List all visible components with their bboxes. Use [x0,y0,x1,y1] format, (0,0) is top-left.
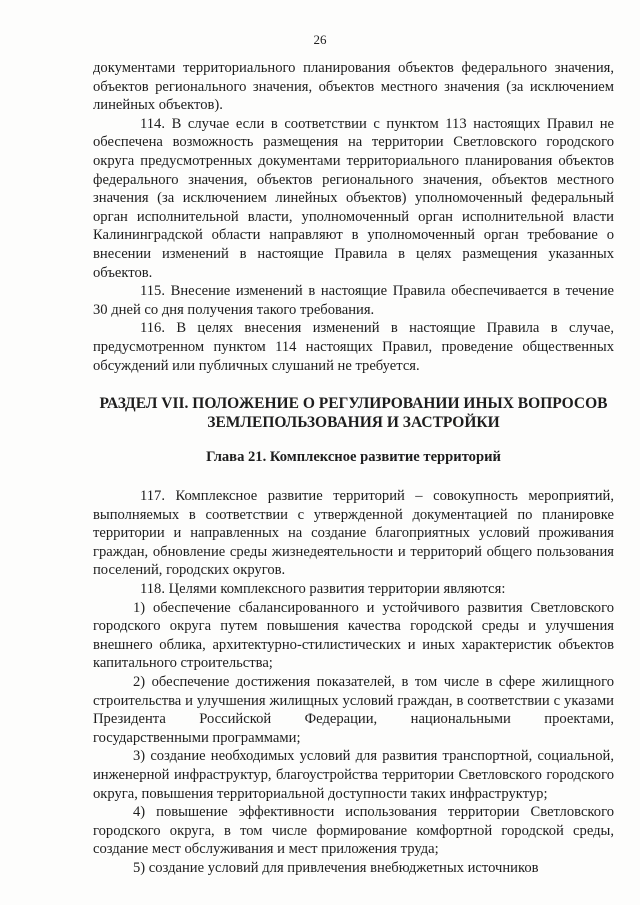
paragraph-118: 118. Целями комплексного развития территории являются: [140,581,506,598]
chapter-title: Глава 21. Комплексное развитие территорий [206,449,501,466]
spacer [93,467,614,487]
list-item-2: 2) обеспечение достижения показателей, в том числе в сфере жилищного строительства и улучшения жилищных условий граждан, в соответствии с указами Президента Российской Федерации, национальными проектами, государственными программами; [93,674,614,746]
section-title-line-2: ЗЕМЛЕПОЛЬЗОВАНИЯ И ЗАСТРОЙКИ [207,414,500,432]
document-body [93,59,614,878]
list-item-4: 4) повышение эффективности использования территории Светловского городского округа, в том числе формирование комфортной городской среды, создание мест обслуживания и мест приложения труда; [93,804,614,858]
page-number: 26 [313,32,327,47]
list-item-1: 1) обеспечение сбалансированного и устойчивого развития Светловского городского округа путем повышения качества городской среды и улучшения внешнего облика, архитектурно-стилистических и иных характеристик объектов капитального строительства; [93,599,614,672]
paragraph-114: 114. В случае если в соответствии с пунктом 113 настоящих Правил не обеспечена возможность размещения на территории Светловского городского округа предусмотренных документами территориального планирования объектов федерального значения, объектов регионального значения, объектов местного значения (за исключением линейных объектов) уполномоченный федеральный орган исполнительной власти, уполномоченный орган исполнительной власти Калининградской области направляют в уполномоченный орган требование о внесении изменений в настоящие Правила в целях размещения указанных объектов. [93,115,614,281]
list-item-5: 5) создание условий для привлечения внебюджетных источников [133,859,539,876]
paragraph-115: 115. Внесение изменений в настоящие Правила обеспечивается в течение 30 дней со дня получения такого требования. [93,283,614,318]
paragraph-continuation: документами территориального планирования объектов федерального значения, объектов регионального значения, объектов местного значения (за исключением линейных объектов). [93,60,614,114]
paragraph-117: 117. Комплексное развитие территорий – совокупность мероприятий, выполняемых в соответствии с утвержденной документацией по планировке территории и направленных на создание благоприятных условий проживания граждан, обновление среды жизнедеятельности и территорий общего пользования поселений, городских округов. [93,488,614,579]
section-title-line-1: РАЗДЕЛ VII. ПОЛОЖЕНИЕ О РЕГУЛИРОВАНИИ ИНЫХ ВОПРОСОВ [99,395,608,413]
paragraph-116: 116. В целях внесения изменений в настоящие Правила в случае, предусмотренном пунктом 114 настоящих Правил, проведение общественных обсуждений или публичных слушаний не требуется. [93,320,614,374]
list-item-3: 3) создание необходимых условий для развития транспортной, социальной, инженерной инфраструктур, благоустройства территории Светловского городского округа, повышения территориальной доступности таких инфраструктур; [93,748,614,802]
section-title [93,394,614,432]
